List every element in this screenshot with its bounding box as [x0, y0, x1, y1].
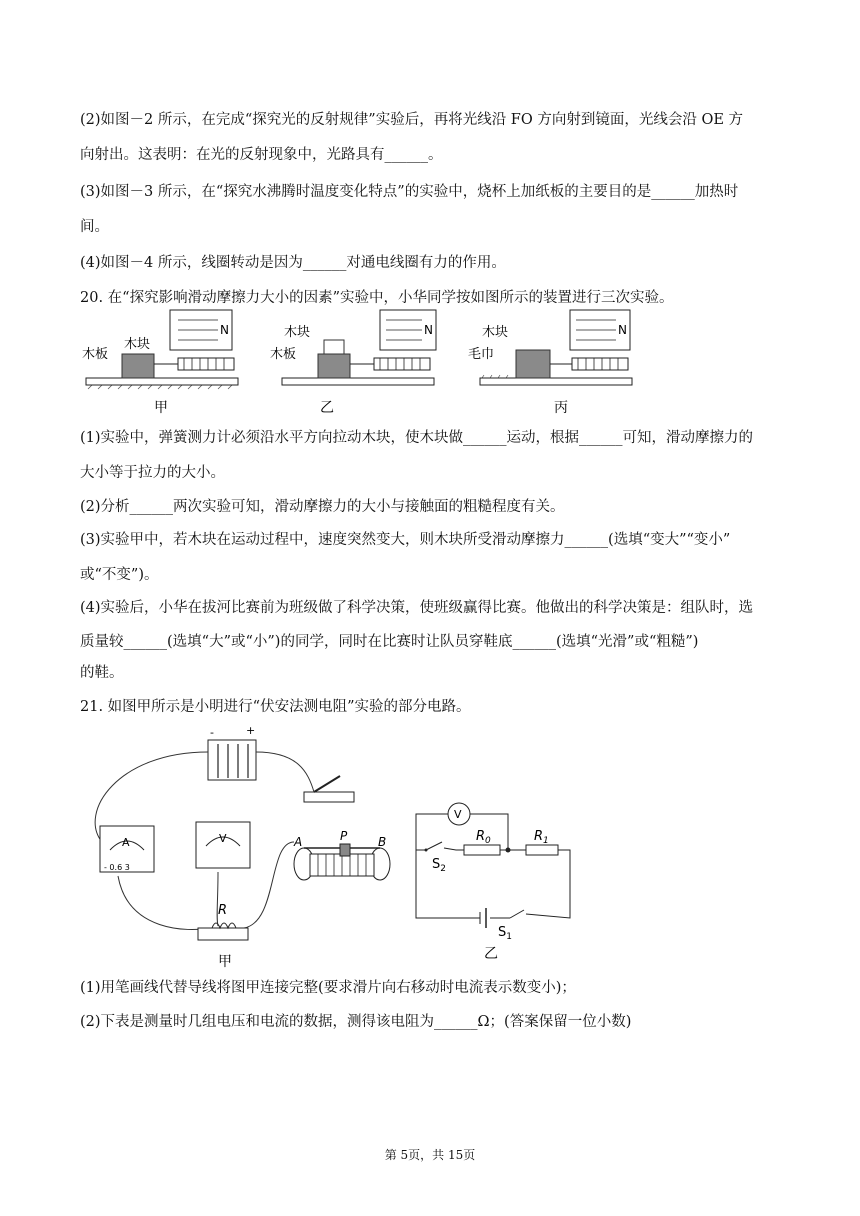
setup-bing — [468, 310, 632, 416]
meter-unit-jia: N — [220, 323, 229, 337]
battery-minus: - — [210, 726, 214, 739]
q19-part2-line1: (2)如图－2 所示，在完成“探究光的反射规律”实验后，再将光线沿 FO 方向射到镜面，光线会沿 OE 方 — [80, 112, 744, 128]
q20-part1-line2: 大小等于拉力的大小。 — [80, 465, 225, 481]
rheostat-terminal-b: B — [378, 835, 387, 849]
setup-jia — [82, 310, 238, 416]
q19-part4: (4)如图－4 所示，线圈转动是因为______对通电线圈有力的作用。 — [80, 255, 506, 271]
q20-part2: (2)分析______两次实验可知，滑动摩擦力的大小与接触面的粗糙程度有关。 — [80, 499, 565, 515]
q19-part3-line2: 间。 — [80, 219, 109, 235]
yi-r0-label: $R_0$ — [476, 829, 491, 846]
board-label-bing: 毛巾 — [468, 347, 495, 362]
q20-part1-line1: (1)实验中，弹簧测力计必须沿水平方向拉动木块，使木块做______运动，根据______可知，滑动摩擦力的 — [80, 430, 754, 446]
rheostat-slider-p: P — [340, 829, 348, 843]
q20-part4-line1: (4)实验后，小华在拔河比赛前为班级做了科学决策，使班级赢得比赛。他做出的科学决策是：组队时，选 — [80, 600, 754, 616]
q20-part3-line2: 或“不变”)。 — [80, 567, 159, 583]
caption-yi-circuit: 乙 — [484, 946, 498, 962]
caption-jia-circuit: 甲 — [218, 954, 232, 970]
block-label-jia: 木块 — [124, 337, 151, 352]
caption-bing: 丙 — [554, 400, 568, 416]
battery-plus: + — [246, 724, 256, 737]
friction-experiment-figure — [78, 306, 638, 418]
q20-stem: 20. 在“探究影响滑动摩擦力大小的因素”实验中，小华同学按如图所示的装置进行三次实验。 — [80, 290, 674, 306]
board-label-jia: 木板 — [82, 347, 109, 362]
yi-voltmeter-label: V — [454, 808, 462, 821]
q21-part1: (1)用笔画线代替导线将图甲连接完整(要求滑片向右移动时电流表示数变小)； — [80, 980, 576, 996]
caption-jia: 甲 — [154, 400, 168, 416]
q20-part4-line3: 的鞋。 — [80, 665, 124, 681]
circuit-figure-yi — [410, 790, 590, 966]
q21-part2: (2)下表是测量时几组电压和电流的数据，测得该电阻为______Ω；(答案保留一位小数) — [80, 1014, 632, 1030]
block-label-bing: 木块 — [482, 325, 509, 340]
meter-unit-yi: N — [424, 323, 433, 337]
q20-part3-line1: (3)实验甲中，若木块在运动过程中，速度突然变大，则木块所受滑动摩擦力______(选填“变大”“变小” — [80, 532, 731, 548]
q21-stem: 21. 如图甲所示是小明进行“伏安法测电阻”实验的部分电路。 — [80, 699, 471, 715]
rheostat-terminal-a: A — [294, 835, 303, 849]
setup-yi — [270, 310, 436, 416]
yi-s1-label: $S_1$ — [498, 925, 512, 942]
q20-part4-line2: 质量较______(选填“大”或“小”)的同学，同时在比赛时让队员穿鞋底______(选填“光滑”或“粗糙”) — [80, 634, 699, 650]
yi-r1-label: $R_1$ — [534, 829, 549, 846]
q19-part3-line1: (3)如图－3 所示，在“探究水沸腾时温度变化特点”的实验中，烧杯上加纸板的主要目的是______加热时 — [80, 184, 739, 200]
resistor-label: R — [218, 903, 228, 918]
q19-part2-line2: 向射出。这表明：在光的反射现象中，光路具有______。 — [80, 147, 443, 163]
caption-yi: 乙 — [320, 400, 334, 416]
ammeter-label: A — [122, 836, 130, 849]
board-label-yi: 木板 — [270, 347, 297, 362]
page-footer: 第 5页，共 15页 — [384, 1148, 476, 1162]
yi-s2-label: $S_2$ — [432, 857, 446, 874]
circuit-figure-jia — [78, 722, 408, 972]
block-label-yi: 木块 — [284, 325, 311, 340]
meter-unit-bing: N — [618, 323, 627, 337]
voltmeter-label: V — [219, 832, 227, 845]
ammeter-terminals: - 0.6 3 — [104, 863, 130, 872]
